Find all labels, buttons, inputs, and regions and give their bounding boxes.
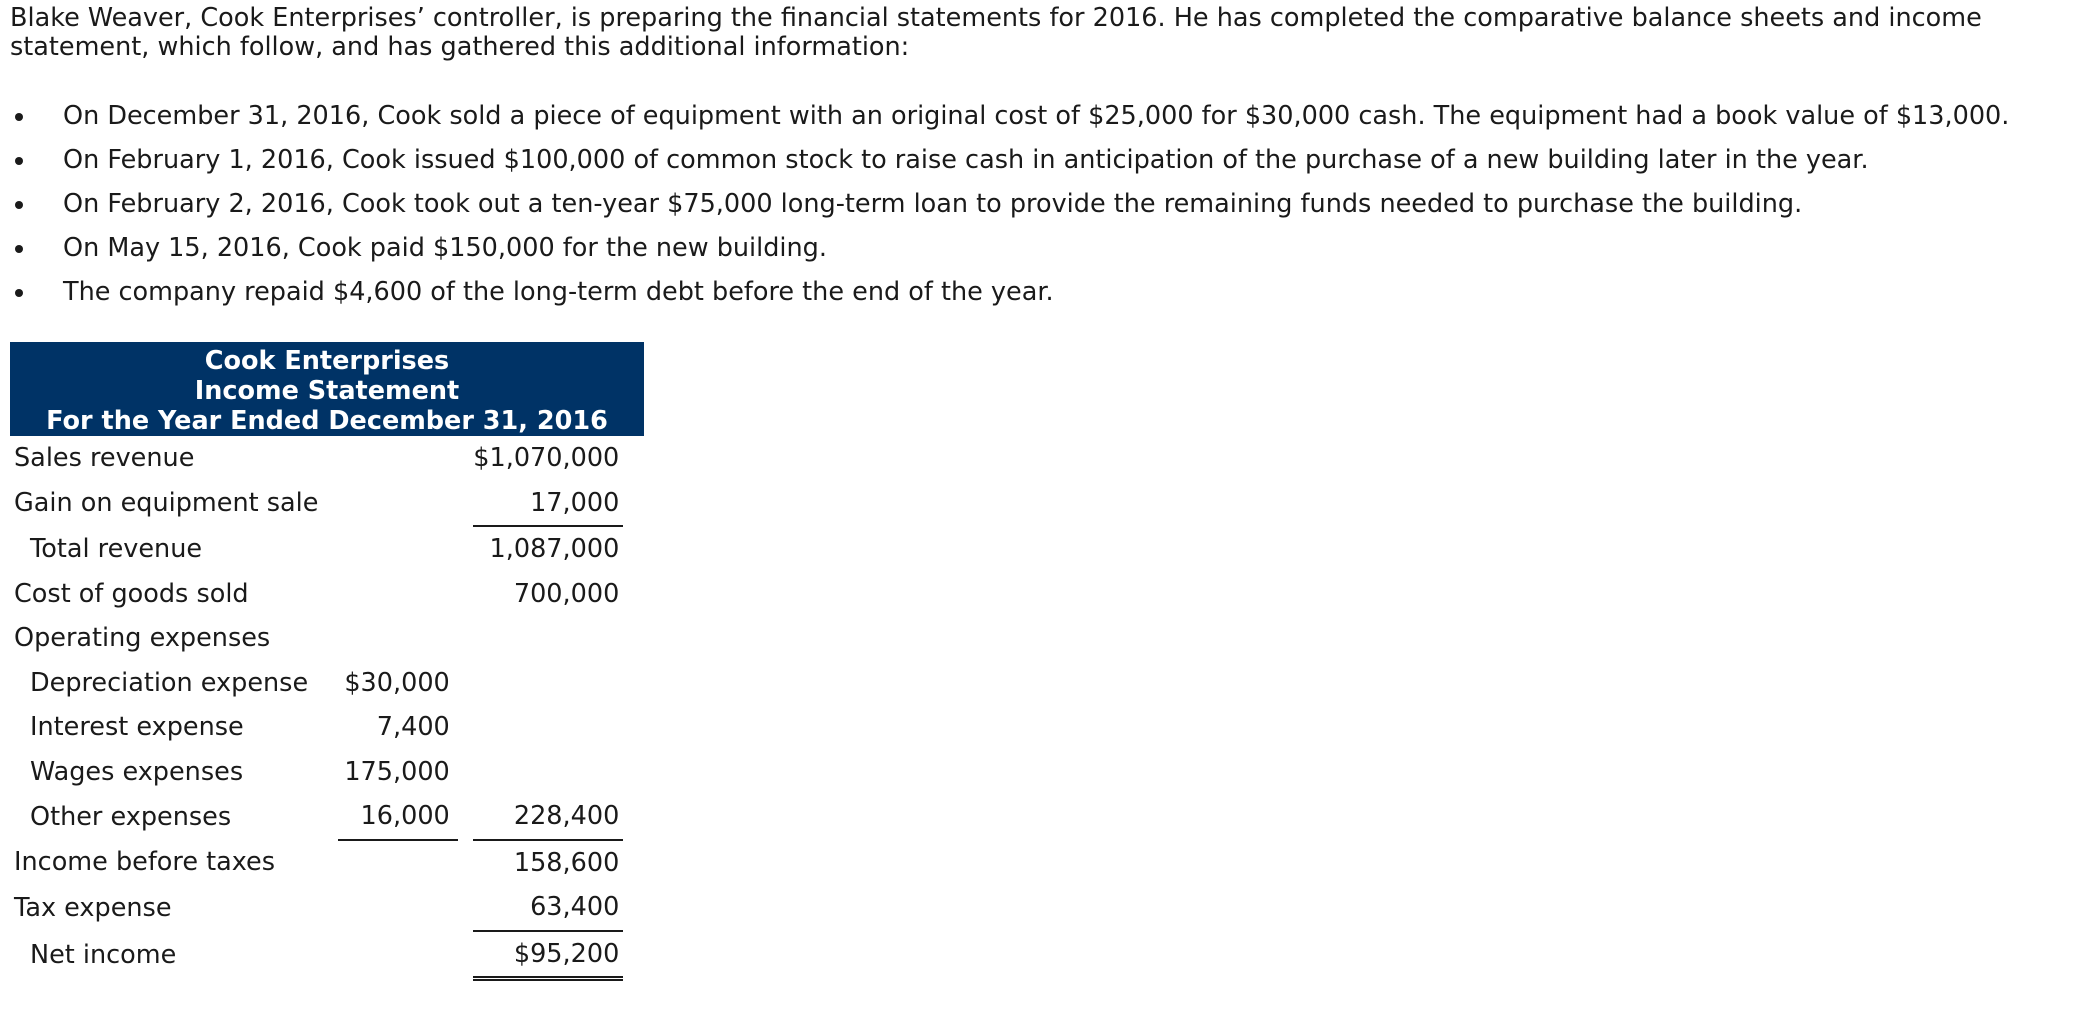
additional-info-list	[0, 94, 2009, 314]
income-statement	[10, 342, 644, 981]
row-label: Total revenue	[30, 533, 203, 564]
row-detail-amount	[338, 931, 458, 979]
list-item-text: On December 31, 2016, Cook sold a piece of equipment with an original cost of $25,000 for $30,000 cash. The equipment had a book value of $13,000.	[63, 101, 2010, 131]
row-detail-amount: 7,400	[376, 712, 450, 743]
row-detail-amount	[338, 885, 458, 931]
row-detail-amount	[338, 572, 458, 617]
row-total-amount: 17,000	[473, 481, 623, 527]
row-detail-amount: 175,000	[344, 756, 450, 787]
row-total-amount: 228,400	[473, 794, 623, 840]
row-detail-amount	[338, 436, 458, 481]
row-total-amount: 700,000	[513, 578, 620, 609]
list-item-text: On February 1, 2016, Cook issued $100,000 of common stock to raise cash in anticipation of the purchase of a new building later in the year.	[63, 145, 1869, 175]
row-detail-amount	[338, 616, 458, 661]
row-detail-amount: 16,000	[338, 794, 458, 840]
table-row	[10, 661, 644, 706]
row-total-amount: $1,070,000	[473, 443, 620, 474]
table-row	[10, 750, 644, 795]
row-label: Cost of goods sold	[14, 578, 249, 609]
list-item-text: On February 2, 2016, Cook took out a ten-year $75,000 long-term loan to provide the remaining funds needed to purchase the building.	[63, 189, 1803, 219]
row-detail-amount	[338, 481, 458, 527]
list-item	[0, 138, 2009, 182]
list-item	[0, 94, 2009, 138]
intro-paragraph: Blake Weaver, Cook Enterprises’ controller, is preparing the financial statements for 2016. He has completed the comparative balance sheets and income statement, which follow, and has gathered this additional information:	[10, 3, 1982, 62]
bullet-icon	[15, 113, 23, 121]
table-row	[10, 436, 644, 481]
table-row	[10, 526, 644, 572]
bullet-icon	[15, 157, 23, 165]
table-row	[10, 616, 644, 661]
row-detail-amount: $30,000	[344, 667, 450, 698]
row-label: Interest expense	[30, 712, 244, 743]
table-row	[10, 481, 644, 527]
row-total-amount: 158,600	[513, 847, 620, 878]
row-label: Other expenses	[30, 801, 232, 832]
list-item	[0, 182, 2009, 226]
table-row	[10, 931, 644, 979]
row-label: Gain on equipment sale	[14, 488, 319, 519]
table-row	[10, 840, 644, 886]
row-total-amount: 1,087,000	[489, 534, 620, 565]
row-label: Operating expenses	[14, 623, 271, 654]
row-total-amount	[473, 661, 623, 706]
table-row	[10, 794, 644, 840]
row-total-amount: $95,200	[473, 931, 623, 979]
row-detail-amount	[338, 526, 458, 572]
row-total-amount	[473, 705, 623, 750]
row-total-amount	[473, 750, 623, 795]
list-item	[0, 270, 2009, 314]
row-label: Sales revenue	[14, 443, 195, 474]
table-row	[10, 885, 644, 931]
list-item	[0, 226, 2009, 270]
table-row	[10, 572, 644, 617]
row-label: Tax expense	[14, 892, 172, 923]
row-detail-amount	[338, 840, 458, 886]
bullet-icon	[15, 245, 23, 253]
bullet-icon	[15, 289, 23, 297]
statement-table	[10, 436, 644, 981]
row-label: Wages expenses	[30, 756, 244, 787]
bullet-icon	[15, 201, 23, 209]
list-item-text: On May 15, 2016, Cook paid $150,000 for the new building.	[63, 233, 827, 263]
row-total-amount	[473, 616, 623, 661]
statement-title: Income Statement	[194, 376, 460, 406]
table-row	[10, 705, 644, 750]
statement-period: For the Year Ended December 31, 2016	[46, 406, 608, 436]
row-label: Depreciation expense	[30, 667, 309, 698]
row-label: Income before taxes	[14, 847, 276, 878]
row-label: Net income	[30, 939, 177, 970]
company-name: Cook Enterprises	[204, 346, 450, 376]
list-item-text: The company repaid $4,600 of the long-term debt before the end of the year.	[63, 277, 1054, 307]
statement-header	[10, 342, 644, 436]
row-total-amount: 63,400	[473, 885, 623, 931]
